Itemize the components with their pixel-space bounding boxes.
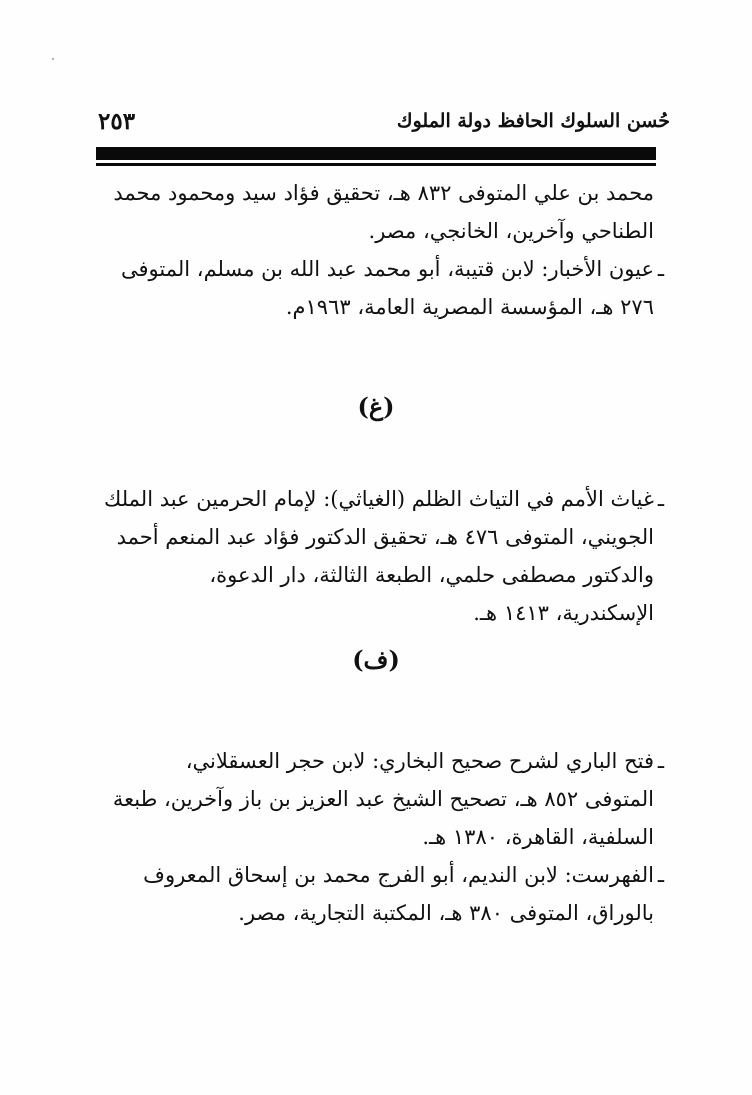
entry-dash: ـ <box>657 749 664 773</box>
entry-dash: ـ <box>657 257 664 281</box>
entry-line: السلفية، القاهرة، ١٣٨٠ هـ. <box>422 825 654 849</box>
entry-dash: ـ <box>657 863 664 887</box>
entry-uyun-al-akhbar <box>94 250 664 326</box>
section-heading-fa: (ف) <box>352 645 400 674</box>
entry-line: بالوراق، المتوفى ٣٨٠ هـ، المكتبة التجارية، مصر. <box>238 901 654 925</box>
entry-line: فتح الباري لشرح صحيح البخاري: لابن حجر العسقلاني، <box>185 749 654 773</box>
entry-line: الإسكندرية، ١٤١٣ هـ. <box>473 601 654 625</box>
scan-speck <box>52 58 54 60</box>
entry-fath-al-bari <box>94 742 664 856</box>
entry-line: عيون الأخبار: لابن قتيبة، أبو محمد عبد الله بن مسلم، المتوفى <box>121 257 654 281</box>
entry-dash: ـ <box>657 487 664 511</box>
entry-line: ٢٧٦ هـ، المؤسسة المصرية العامة، ١٩٦٣م. <box>285 295 654 319</box>
header-rule-thin <box>96 163 656 166</box>
entry-line: الطناحي وآخرين، الخانجي، مصر. <box>368 219 654 243</box>
section-heading-ghain: (غ) <box>357 392 395 421</box>
text-block-ghain <box>94 480 664 632</box>
entry-line: محمد بن علي المتوفى ٨٣٢ هـ، تحقيق فؤاد سيد ومحمود محمد <box>113 181 654 205</box>
entry-ghiyath-al-umam <box>94 480 664 632</box>
entry-al-fihrist <box>94 856 664 932</box>
entry-line: غياث الأمم في التياث الظلم (الغياثي): لإمام الحرمين عبد الملك <box>104 487 654 511</box>
header-rule-thick <box>96 147 656 160</box>
entry-continuation <box>94 174 654 250</box>
entry-line: المتوفى ٨٥٢ هـ، تصحيح الشيخ عبد العزيز بن باز وآخرين، طبعة <box>112 787 654 811</box>
text-block-top <box>94 174 664 326</box>
running-header-title: حُسن السلوك الحافظ دولة الملوك <box>396 110 670 132</box>
entry-line: الجويني، المتوفى ٤٧٦ هـ، تحقيق الدكتور فؤاد عبد المنعم أحمد <box>116 525 654 549</box>
entry-line: والدكتور مصطفى حلمي، الطبعة الثالثة، دار الدعوة، <box>209 563 654 587</box>
entry-line: الفهرست: لابن النديم، أبو الفرج محمد بن إسحاق المعروف <box>143 863 654 887</box>
page-number: ٢٥٣ <box>98 108 136 135</box>
text-block-fa <box>94 742 664 932</box>
